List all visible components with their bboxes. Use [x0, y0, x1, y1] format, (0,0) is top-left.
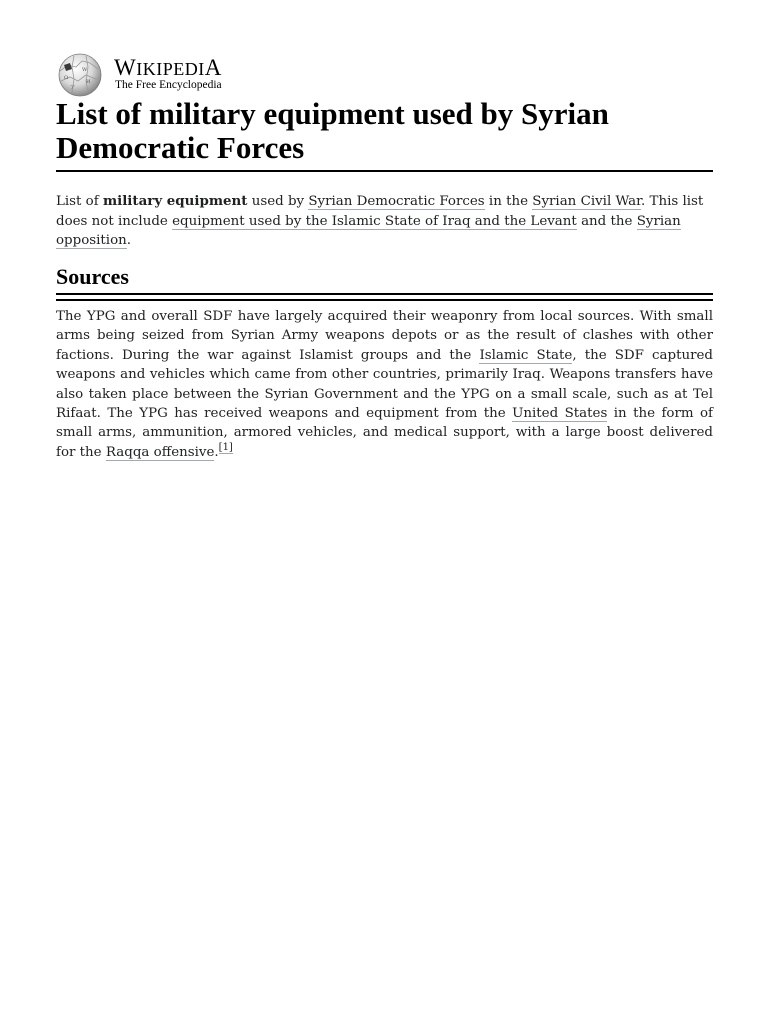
wikipedia-tagline: The Free Encyclopedia [115, 79, 222, 91]
svg-text:W: W [82, 67, 88, 73]
page-title: List of military equipment used by Syrian Democratic Forces [56, 96, 609, 165]
intro-bold-term: military equipment [102, 193, 248, 209]
intro-paragraph: List of military equipment used by Syrian Democratic Forces in the Syrian Civil War. This list does not include equipment used by the Islamic State of Iraq and the Levant and the Syrian opposition. [56, 193, 704, 248]
svg-text:Ω: Ω [64, 75, 69, 81]
link-syrian-opposition[interactable]: Syrian opposition [56, 213, 681, 248]
reference-link-1[interactable]: [1] [218, 441, 233, 453]
link-syrian-civil-war[interactable]: Syrian Civil War [532, 194, 641, 209]
link-isil-equipment[interactable]: equipment used by the Islamic State of Iraq and the Levant [172, 213, 577, 229]
wikipedia-globe-icon [56, 53, 104, 97]
title-divider [56, 170, 713, 172]
wikipedia-wordmark: WIKIPEDIA [114, 55, 222, 80]
link-islamic-state[interactable]: Islamic State [479, 347, 573, 363]
sources-paragraph: The YPG and overall SDF have largely acquired their weaponry from local sources. With small arms being seized from Syrian Army weapons depots or as the result of clashes with other factions. During the war against Islamist groups and the Islamic State, the SDF captured weapons and vehicles which came from other countries, primarily Iraq. Weapons transfers have also taken place between the Syrian Government and the YPG on a small scale, such as at Tel Rifaat. The YPG has received weapons and equipment from the United States in the form of small arms, ammunition, armored vehicles, and medical support, with a large boost delivered for the Raqqa offensive.[1] [56, 309, 714, 460]
wikipedia-logo[interactable] [56, 53, 256, 99]
link-united-states[interactable]: United States [512, 406, 608, 422]
reference-marker [219, 442, 233, 454]
link-syrian-democratic-forces[interactable]: Syrian Democratic Forces [308, 194, 485, 209]
section-heading-sources: Sources [56, 264, 129, 289]
svg-text:И: И [86, 79, 91, 85]
section-divider [56, 293, 713, 301]
svg-text:ア: ア [70, 85, 76, 91]
link-raqqa-offensive[interactable]: Raqqa offensive [105, 444, 215, 460]
